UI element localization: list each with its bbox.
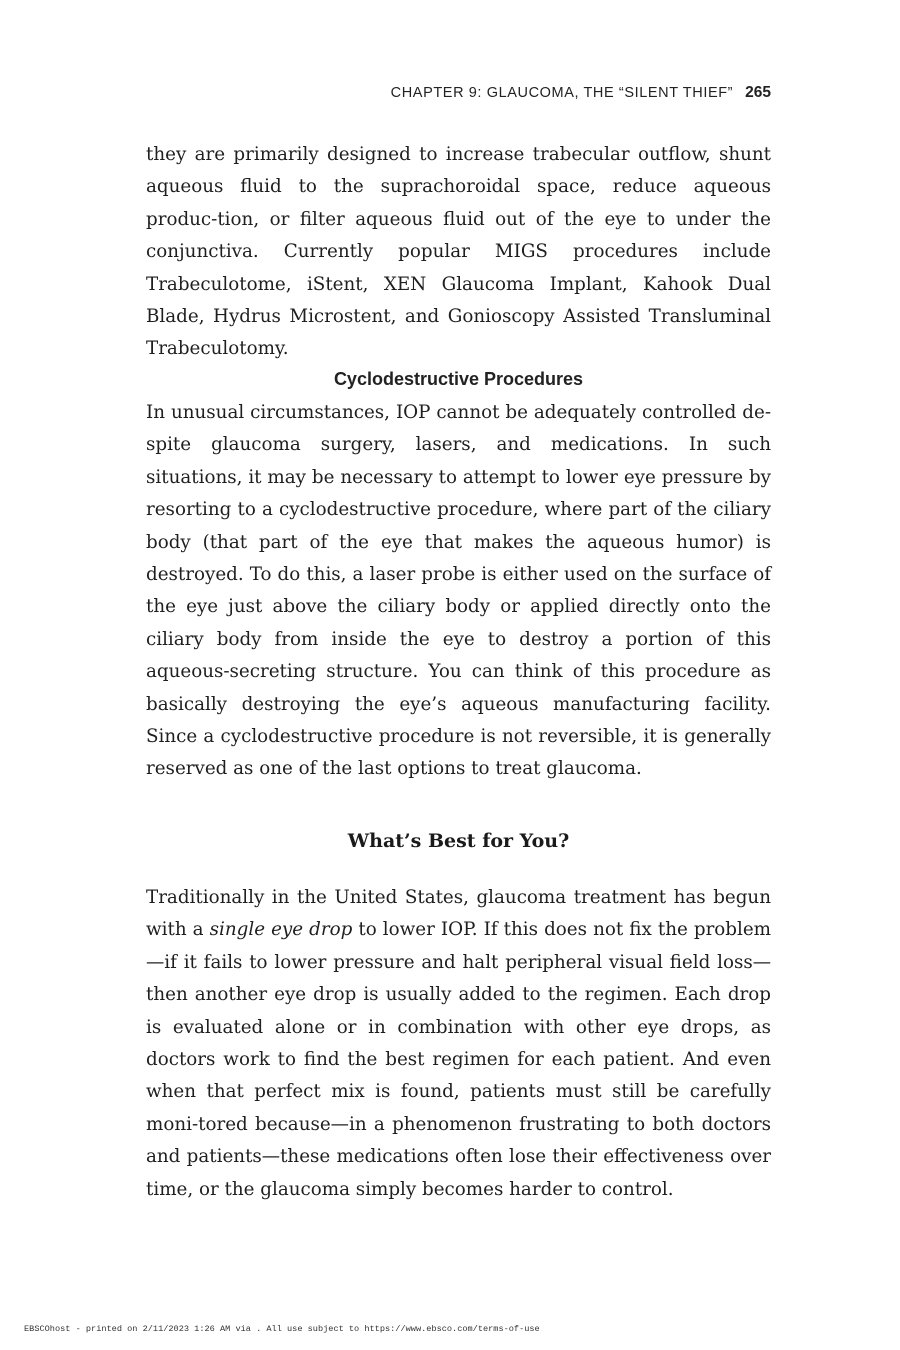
paragraph-treatment-end: to lower IOP. If this does not fix the problem—if it fails to lower pressure and halt peripheral visual field loss—then another eye drop is usually added to the regimen. Each drop is evaluated alone or in combination with other eye drops, as doctors work to find the best regimen for each patient. And even when that perfect mix is found, patients must still be carefully moni-tored because—in a phenomenon frustrating to both doctors and patients—these medications often lose their effectiveness over time, or the glaucoma simply becomes harder to control. (146, 919, 772, 1200)
emphasis-single-eye-drop: single eye drop (209, 919, 353, 941)
chapter-title: CHAPTER 9: GLAUCOMA, THE “SILENT THIEF” (390, 85, 734, 101)
running-head (146, 84, 771, 102)
footer-notice: EBSCOhost - printed on 2/11/2023 1:26 AM via . All use subject to https://www.ebsco.com/terms-of-use (24, 1324, 540, 1334)
heading-whats-best: What’s Best for You? (347, 830, 570, 852)
paragraph-treatment-start: Traditionally in the United States, glaucoma treatment has begun with a (146, 887, 771, 941)
paragraph-migs: they are primarily designed to increase trabecular outflow, shunt aqueous fluid to the suprachoroidal space, reduce aqueous produc-tion, or filter aqueous fluid out of the eye to under the conjunctiva. Currently popular MIGS procedures include Trabeculotome, iStent, XEN Glaucoma Implant, Kahook Dual Blade, Hydrus Microstent, and Gonioscopy Assisted Transluminal Trabeculotomy. (146, 144, 771, 360)
paragraph-treatment (146, 882, 771, 1206)
paragraph-cyclodestructive: In unusual circumstances, IOP cannot be adequately controlled de-spite glaucoma surgery, lasers, and medications. In such situations, it may be necessary to attempt to lower eye pressure by resorting to a cyclodestructive procedure, where part of the ciliary body (that part of the eye that makes the aqueous humor) is destroyed. To do this, a laser probe is either used on the surface of the eye just above the ciliary body or applied directly onto the ciliary body from inside the eye to destroy a portion of this aqueous-secreting structure. You can think of this procedure as basically destroying the eye’s aqueous manufacturing facility. Since a cyclodestructive procedure is not reversible, it is generally reserved as one of the last options to treat glaucoma. (146, 402, 771, 780)
page-number: 265 (745, 84, 771, 101)
subheading-cyclodestructive: Cyclodestructive Procedures (333, 369, 584, 389)
